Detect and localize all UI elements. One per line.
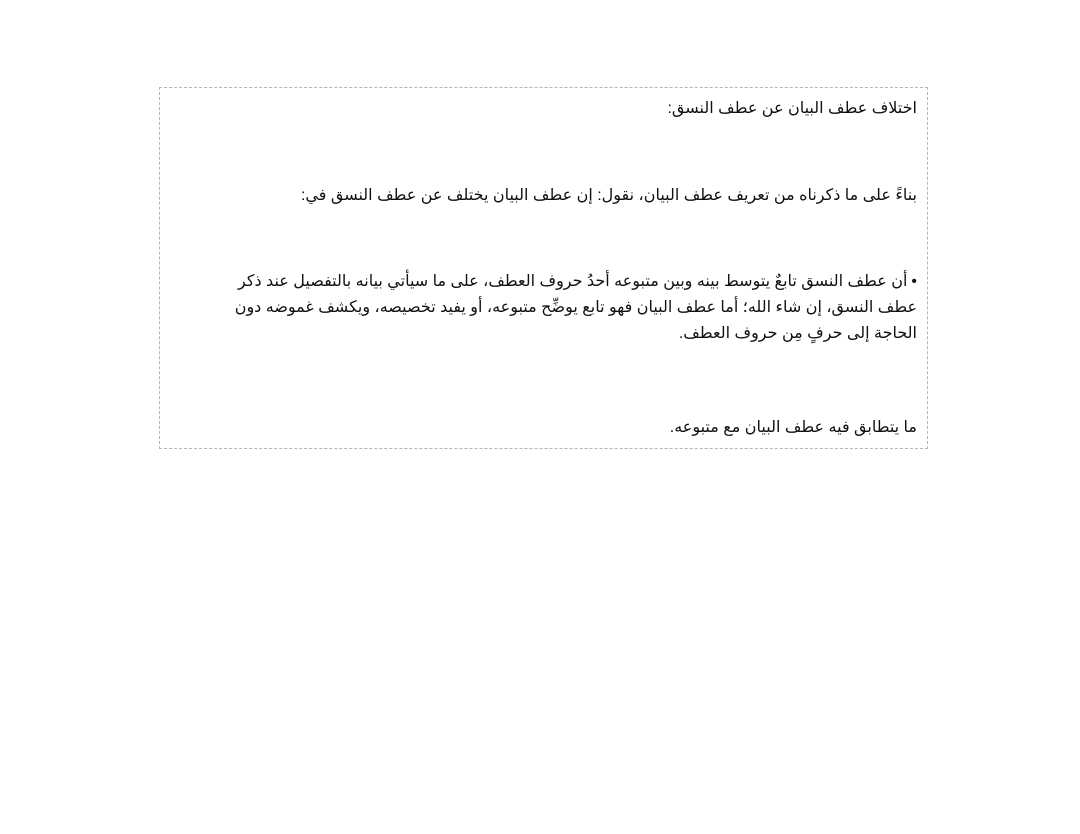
bullet-line-2: عطف النسق، إن شاء الله؛ أما عطف البيان فهو تابع يوضِّح متبوعه، أو يفيد تخصيصه، ويكشف غموضه دون	[234, 299, 917, 316]
bullet-item	[168, 269, 917, 347]
closing-paragraph: ما يتطابق فيه عطف البيان مع متبوعه.	[669, 419, 917, 436]
section-heading: اختلاف عطف البيان عن عطف النسق:	[667, 100, 917, 117]
intro-paragraph: بناءً على ما ذكرناه من تعريف عطف البيان، نقول: إن عطف البيان يختلف عن عطف النسق في:	[300, 187, 917, 204]
bullet-marker: •	[911, 273, 917, 290]
bullet-line-1-text: أن عطف النسق تابعٌ يتوسط بينه وبين متبوعه أحدُ حروف العطف، على ما سيأتي بيانه بالتفصيل عند ذكر	[238, 273, 908, 290]
text-frame	[159, 87, 928, 449]
bullet-line-1	[168, 269, 917, 295]
bullet-line-3: الحاجة إلى حرفٍ مِن حروف العطف.	[678, 325, 917, 342]
